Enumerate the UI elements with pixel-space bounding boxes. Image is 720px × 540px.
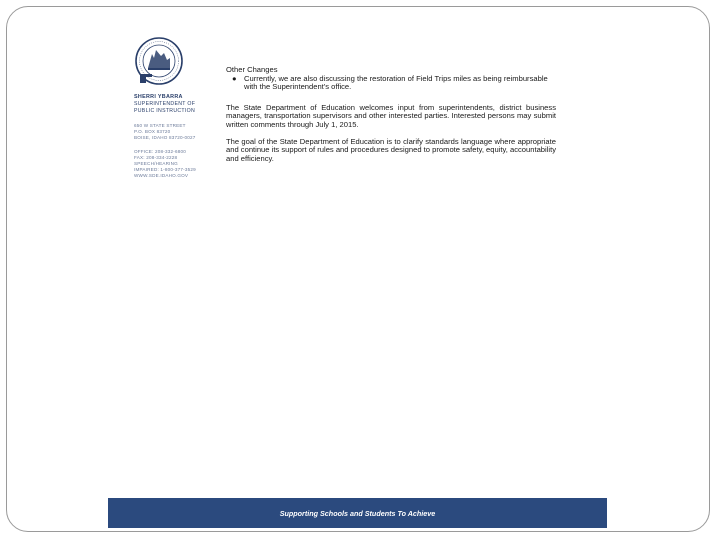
bullet-text: Currently, we are also discussing the restoration of Field Trips miles as being reimbursable with the Superintendent's office. — [244, 73, 548, 92]
contact-line: OFFICE: 208-332-6800 — [134, 149, 187, 154]
document-body — [226, 66, 556, 163]
contact-line: FAX: 208-334-2228 — [134, 155, 178, 160]
superintendent-title-line: SUPERINTENDENT OF — [134, 101, 196, 107]
address-line: 650 W STATE STREET — [134, 123, 186, 128]
superintendent-name: SHERRI YBARRA — [134, 94, 183, 100]
contact-block — [134, 149, 214, 179]
address-line: P.O. BOX 83720 — [134, 129, 171, 134]
letterhead-block — [134, 94, 214, 179]
footer-bar — [108, 498, 607, 528]
contact-line: IMPAIRED: 1-800-377-3529 — [134, 167, 196, 172]
bullet-item — [232, 75, 556, 92]
idaho-state-seal-icon — [134, 36, 184, 86]
paragraph-input-invitation: The State Department of Education welcomes input from superintendents, district business managers, transportation supervisors and other interested parties. Interested persons may submit written comments through July 1, 2015. — [226, 102, 556, 129]
section-heading: Other Changes — [226, 65, 278, 74]
address-block — [134, 123, 214, 141]
superintendent-title-line: PUBLIC INSTRUCTION — [134, 108, 196, 114]
bullet-icon: ● — [232, 73, 237, 83]
contact-line: SPEECH/HEARING — [134, 161, 178, 166]
document-page — [108, 14, 607, 528]
address-line: BOISE, IDAHO 83720-0027 — [134, 135, 196, 140]
contact-line: WWW.SDE.IDAHO.GOV — [134, 173, 189, 178]
footer-tagline: Supporting Schools and Students To Achieve — [279, 508, 436, 518]
paragraph-goal: The goal of the State Department of Education is to clarify standards language where appropriate and continue its support of rules and procedures designed to promote safety, equity, accountability and efficiency. — [226, 136, 556, 163]
